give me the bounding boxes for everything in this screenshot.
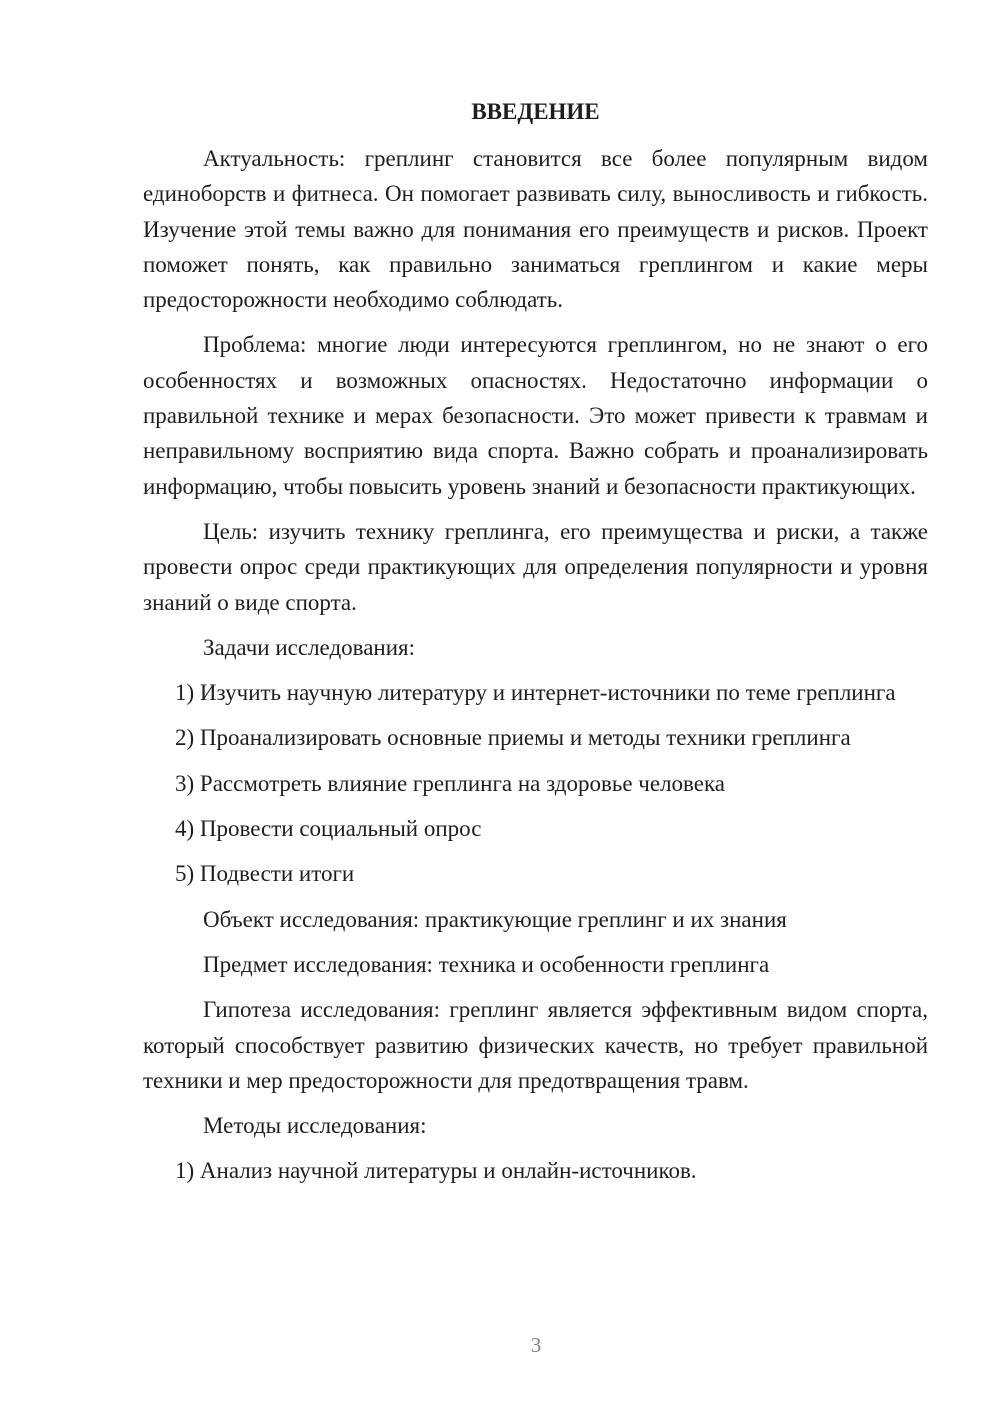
page-content: [143, 94, 928, 1199]
task-item: 5) Подвести итоги: [175, 861, 355, 887]
task-item: 4) Провести социальный опрос: [175, 816, 482, 842]
method-item: 1) Анализ научной литературы и онлайн-источников.: [175, 1158, 697, 1184]
hypothesis-paragraph: Гипотеза исследования: греплинг является эффективным видом спорта, который способствует развитию физических качеств, но требует правильной техники и мер предосторожности для предотвращения травм.: [143, 997, 928, 1093]
task-item: 1) Изучить научную литературу и интернет-источники по теме греплинга: [175, 680, 896, 706]
methods-heading: Методы исследования:: [203, 1113, 427, 1139]
section-title: ВВЕДЕНИЕ: [471, 99, 600, 124]
problem-paragraph: Проблема: многие люди интересуются греплингом, но не знают о его особенностях и возможных опасностях. Недостаточно информации о правильной технике и мерах безопасности. Это может привести к травмам и неправильному восприятию вида спорта. Важно собрать и проанализировать информацию, чтобы повысить уровень знаний и безопасности практикующих.: [143, 332, 928, 499]
subject-line: Предмет исследования: техника и особенности греплинга: [203, 951, 770, 977]
task-item: 2) Проанализировать основные приемы и методы техники греплинга: [175, 725, 851, 751]
goal-paragraph: Цель: изучить технику греплинга, его преимущества и риски, а также провести опрос среди практикующих для определения популярности и уровня знаний о виде спорта.: [143, 518, 928, 615]
task-item: 3) Рассмотреть влияние греплинга на здоровье человека: [175, 770, 726, 796]
object-line: Объект исследования: практикующие греплинг и их знания: [203, 906, 787, 932]
page-number: 3: [530, 1333, 542, 1357]
tasks-heading: Задачи исследования:: [203, 634, 416, 660]
relevance-paragraph: Актуальность: греплинг становится все более популярным видом единоборств и фитнеса. Он помогает развивать силу, выносливость и гибкость. Изучение этой темы важно для понимания его преимуществ и рисков. Проект поможет понять, как правильно заниматься греплингом и какие меры предосторожности необходимо соблюдать.: [143, 146, 928, 313]
